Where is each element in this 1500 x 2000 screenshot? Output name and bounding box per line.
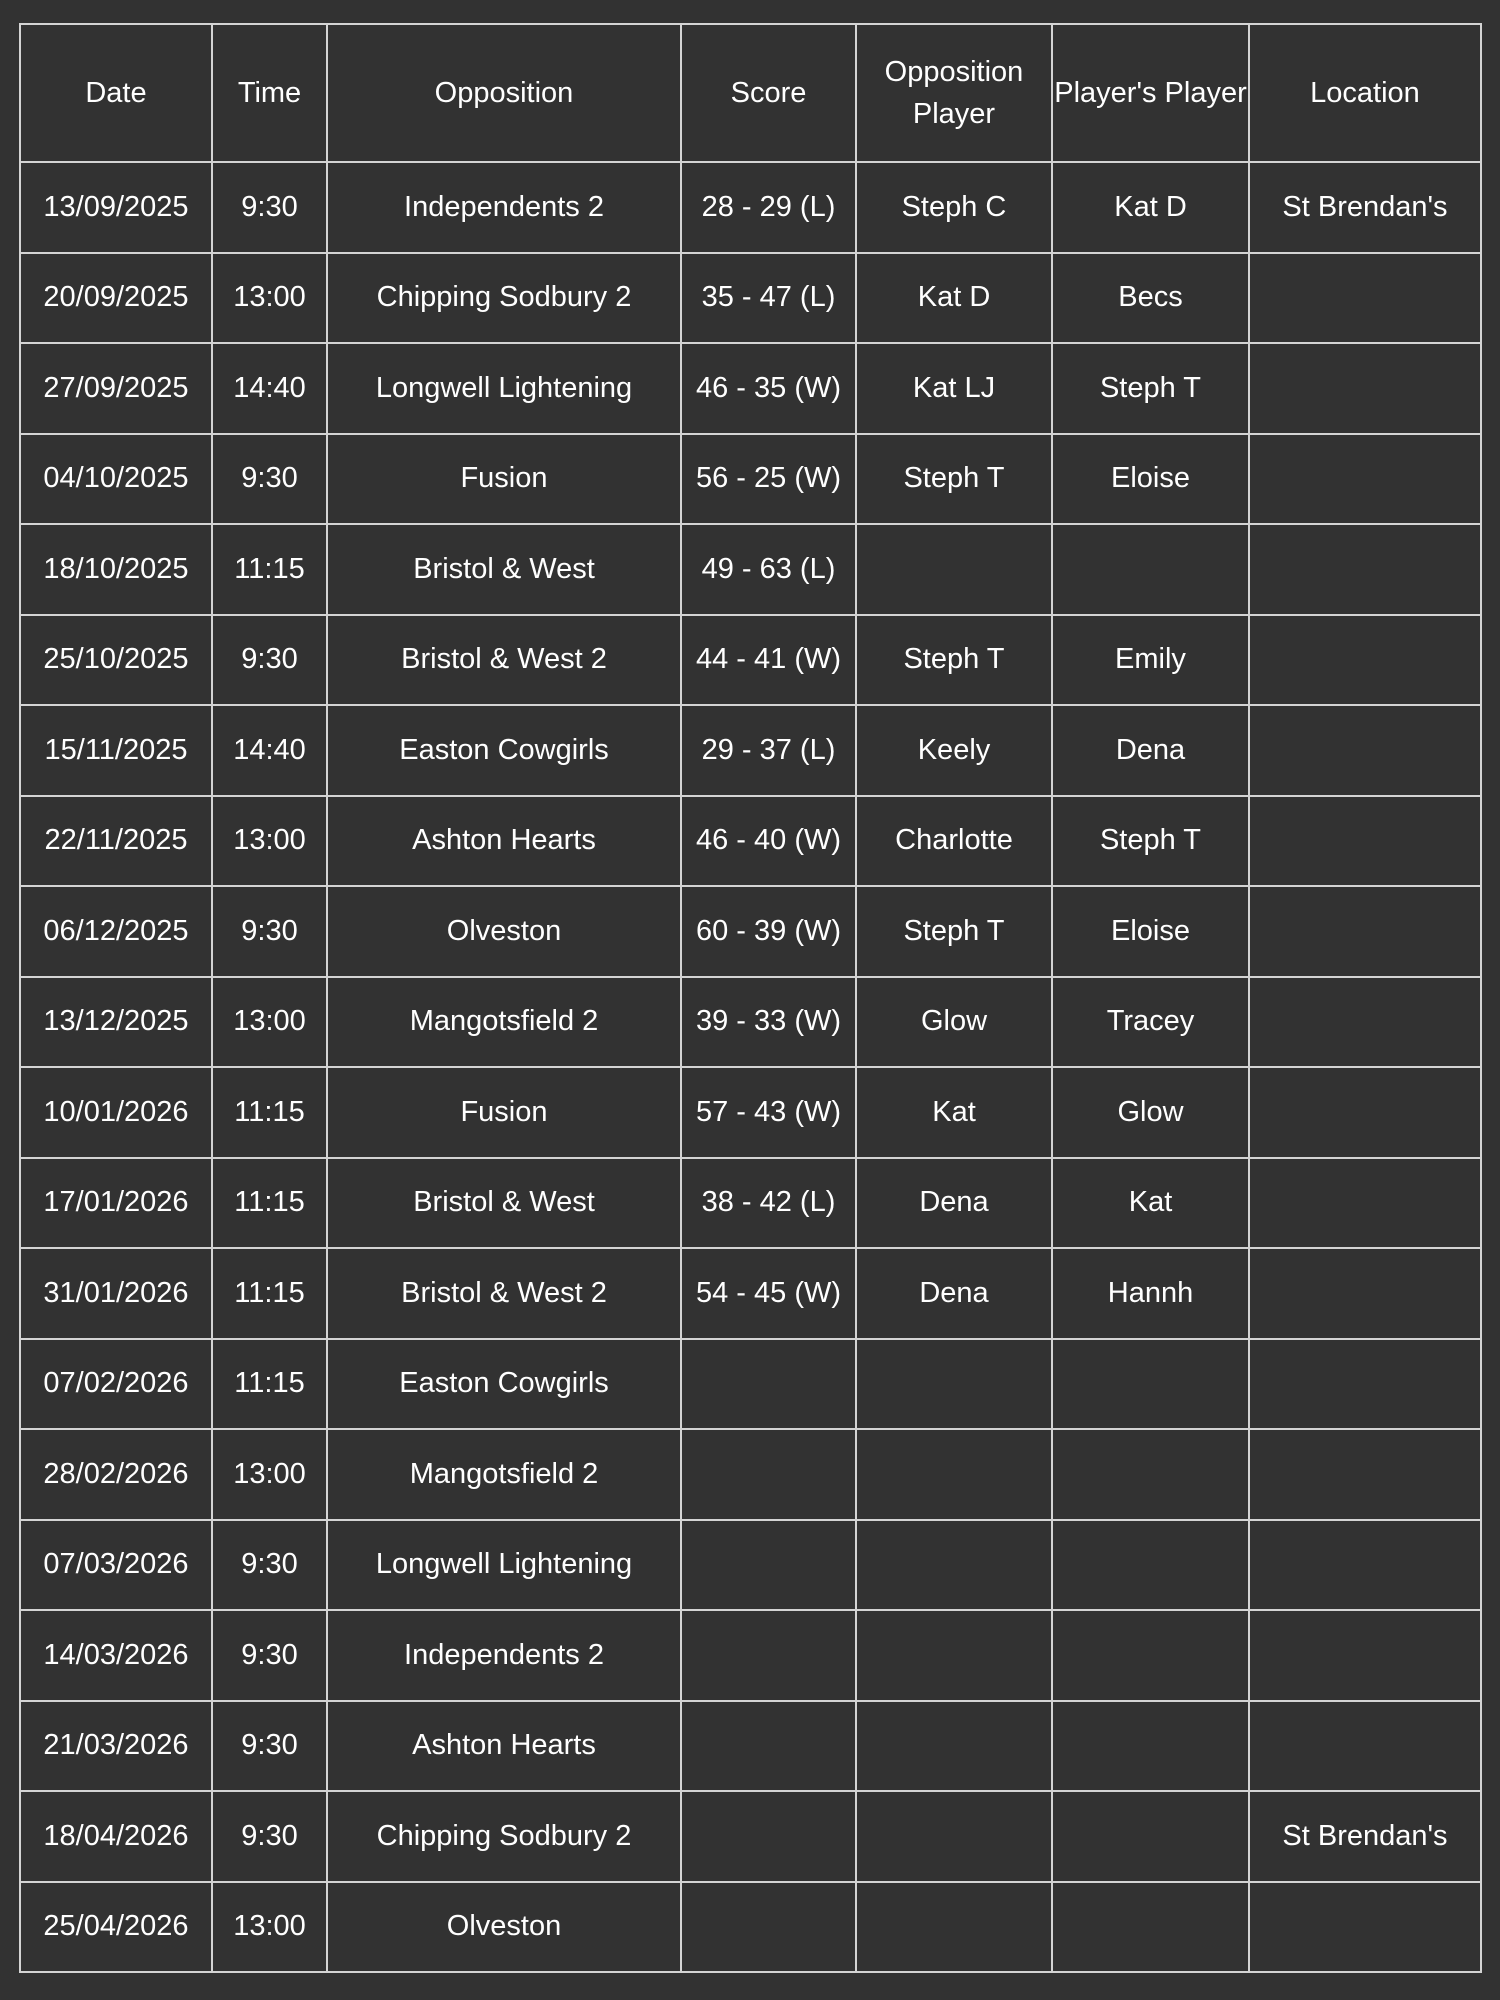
location-cell	[1249, 1248, 1481, 1339]
players-player-cell: Dena	[1052, 705, 1249, 796]
location-cell	[1249, 886, 1481, 977]
time-cell: 9:30	[212, 1701, 327, 1792]
players-player-cell: Kat	[1052, 1158, 1249, 1249]
players-player-cell	[1052, 1882, 1249, 1973]
score-cell: 56 - 25 (W)	[681, 434, 856, 525]
time-cell: 9:30	[212, 162, 327, 253]
location-cell	[1249, 1158, 1481, 1249]
table-row	[20, 1701, 1481, 1792]
date-cell: 31/01/2026	[20, 1248, 212, 1339]
date-cell: 21/03/2026	[20, 1701, 212, 1792]
header-row	[20, 24, 1481, 162]
players-player-cell	[1052, 1520, 1249, 1611]
score-cell: 46 - 35 (W)	[681, 343, 856, 434]
table-row	[20, 1429, 1481, 1520]
location-cell	[1249, 434, 1481, 525]
players-player-cell: Kat D	[1052, 162, 1249, 253]
opposition-player-cell: Kat D	[856, 253, 1052, 344]
time-cell: 13:00	[212, 253, 327, 344]
header-opposition: Opposition	[327, 24, 681, 162]
opposition-cell: Mangotsfield 2	[327, 1429, 681, 1520]
date-cell: 07/03/2026	[20, 1520, 212, 1611]
time-cell: 9:30	[212, 886, 327, 977]
opposition-player-cell	[856, 1610, 1052, 1701]
location-cell	[1249, 1067, 1481, 1158]
score-cell: 28 - 29 (L)	[681, 162, 856, 253]
players-player-cell	[1052, 524, 1249, 615]
location-cell	[1249, 524, 1481, 615]
score-cell: 54 - 45 (W)	[681, 1248, 856, 1339]
score-cell	[681, 1339, 856, 1430]
table-row	[20, 253, 1481, 344]
date-cell: 25/04/2026	[20, 1882, 212, 1973]
time-cell: 9:30	[212, 434, 327, 525]
time-cell: 13:00	[212, 1882, 327, 1973]
opposition-player-cell: Charlotte	[856, 796, 1052, 887]
date-cell: 25/10/2025	[20, 615, 212, 706]
time-cell: 14:40	[212, 343, 327, 434]
opposition-cell: Independents 2	[327, 1610, 681, 1701]
location-cell	[1249, 1520, 1481, 1611]
players-player-cell: Becs	[1052, 253, 1249, 344]
table-row	[20, 1610, 1481, 1701]
players-player-cell: Emily	[1052, 615, 1249, 706]
location-cell	[1249, 1701, 1481, 1792]
location-cell	[1249, 1339, 1481, 1430]
opposition-player-cell: Keely	[856, 705, 1052, 796]
score-cell: 44 - 41 (W)	[681, 615, 856, 706]
date-cell: 13/09/2025	[20, 162, 212, 253]
location-cell	[1249, 796, 1481, 887]
date-cell: 22/11/2025	[20, 796, 212, 887]
opposition-cell: Fusion	[327, 1067, 681, 1158]
table-row	[20, 796, 1481, 887]
opposition-cell: Bristol & West 2	[327, 615, 681, 706]
time-cell: 9:30	[212, 615, 327, 706]
score-cell: 57 - 43 (W)	[681, 1067, 856, 1158]
time-cell: 9:30	[212, 1791, 327, 1882]
opposition-player-cell: Glow	[856, 977, 1052, 1068]
header-opposition-player: Opposition Player	[856, 24, 1052, 162]
players-player-cell: Glow	[1052, 1067, 1249, 1158]
players-player-cell: Steph T	[1052, 343, 1249, 434]
opposition-player-cell	[856, 1791, 1052, 1882]
opposition-cell: Bristol & West 2	[327, 1248, 681, 1339]
date-cell: 10/01/2026	[20, 1067, 212, 1158]
score-cell	[681, 1701, 856, 1792]
time-cell: 13:00	[212, 796, 327, 887]
players-player-cell: Hannh	[1052, 1248, 1249, 1339]
score-cell	[681, 1520, 856, 1611]
table-row	[20, 162, 1481, 253]
opposition-cell: Bristol & West	[327, 524, 681, 615]
date-cell: 14/03/2026	[20, 1610, 212, 1701]
date-cell: 04/10/2025	[20, 434, 212, 525]
date-cell: 18/10/2025	[20, 524, 212, 615]
players-player-cell: Tracey	[1052, 977, 1249, 1068]
table-row	[20, 1882, 1481, 1973]
opposition-player-cell: Steph T	[856, 615, 1052, 706]
location-cell	[1249, 1429, 1481, 1520]
time-cell: 14:40	[212, 705, 327, 796]
opposition-cell: Mangotsfield 2	[327, 977, 681, 1068]
players-player-cell	[1052, 1701, 1249, 1792]
time-cell: 11:15	[212, 1339, 327, 1430]
table-row	[20, 343, 1481, 434]
time-cell: 9:30	[212, 1610, 327, 1701]
table-row	[20, 705, 1481, 796]
opposition-player-cell: Kat LJ	[856, 343, 1052, 434]
opposition-player-cell	[856, 524, 1052, 615]
opposition-player-cell	[856, 1429, 1052, 1520]
date-cell: 28/02/2026	[20, 1429, 212, 1520]
table-row	[20, 1248, 1481, 1339]
opposition-cell: Olveston	[327, 1882, 681, 1973]
time-cell: 11:15	[212, 524, 327, 615]
location-cell: St Brendan's	[1249, 162, 1481, 253]
location-cell	[1249, 977, 1481, 1068]
players-player-cell: Eloise	[1052, 886, 1249, 977]
opposition-cell: Chipping Sodbury 2	[327, 253, 681, 344]
location-cell	[1249, 1882, 1481, 1973]
date-cell: 20/09/2025	[20, 253, 212, 344]
table-row	[20, 886, 1481, 977]
location-cell: St Brendan's	[1249, 1791, 1481, 1882]
opposition-cell: Longwell Lightening	[327, 1520, 681, 1611]
opposition-cell: Ashton Hearts	[327, 796, 681, 887]
time-cell: 11:15	[212, 1248, 327, 1339]
date-cell: 18/04/2026	[20, 1791, 212, 1882]
opposition-cell: Easton Cowgirls	[327, 705, 681, 796]
score-cell: 35 - 47 (L)	[681, 253, 856, 344]
opposition-player-cell	[856, 1520, 1052, 1611]
score-cell: 29 - 37 (L)	[681, 705, 856, 796]
time-cell: 13:00	[212, 1429, 327, 1520]
table-row	[20, 1520, 1481, 1611]
header-players-player: Player's Player	[1052, 24, 1249, 162]
table-row	[20, 434, 1481, 525]
location-cell	[1249, 705, 1481, 796]
opposition-player-cell: Dena	[856, 1158, 1052, 1249]
players-player-cell	[1052, 1610, 1249, 1701]
opposition-player-cell	[856, 1339, 1052, 1430]
date-cell: 15/11/2025	[20, 705, 212, 796]
opposition-player-cell: Dena	[856, 1248, 1052, 1339]
opposition-player-cell: Kat	[856, 1067, 1052, 1158]
table-row	[20, 615, 1481, 706]
header-score: Score	[681, 24, 856, 162]
score-cell: 39 - 33 (W)	[681, 977, 856, 1068]
opposition-cell: Independents 2	[327, 162, 681, 253]
time-cell: 9:30	[212, 1520, 327, 1611]
opposition-player-cell	[856, 1882, 1052, 1973]
score-cell: 49 - 63 (L)	[681, 524, 856, 615]
players-player-cell: Eloise	[1052, 434, 1249, 525]
players-player-cell: Steph T	[1052, 796, 1249, 887]
opposition-player-cell: Steph T	[856, 434, 1052, 525]
opposition-cell: Chipping Sodbury 2	[327, 1791, 681, 1882]
table-row	[20, 1067, 1481, 1158]
location-cell	[1249, 1610, 1481, 1701]
time-cell: 11:15	[212, 1067, 327, 1158]
score-cell: 46 - 40 (W)	[681, 796, 856, 887]
score-cell	[681, 1610, 856, 1701]
opposition-cell: Easton Cowgirls	[327, 1339, 681, 1430]
opposition-cell: Olveston	[327, 886, 681, 977]
location-cell	[1249, 615, 1481, 706]
header-time: Time	[212, 24, 327, 162]
opposition-cell: Longwell Lightening	[327, 343, 681, 434]
table-row	[20, 1158, 1481, 1249]
opposition-player-cell: Steph T	[856, 886, 1052, 977]
opposition-player-cell	[856, 1701, 1052, 1792]
location-cell	[1249, 343, 1481, 434]
time-cell: 11:15	[212, 1158, 327, 1249]
score-cell	[681, 1882, 856, 1973]
score-cell: 38 - 42 (L)	[681, 1158, 856, 1249]
players-player-cell	[1052, 1429, 1249, 1520]
fixtures-table	[19, 23, 1482, 1973]
players-player-cell	[1052, 1339, 1249, 1430]
header-location: Location	[1249, 24, 1481, 162]
date-cell: 13/12/2025	[20, 977, 212, 1068]
date-cell: 17/01/2026	[20, 1158, 212, 1249]
opposition-player-cell: Steph C	[856, 162, 1052, 253]
header-date: Date	[20, 24, 212, 162]
location-cell	[1249, 253, 1481, 344]
time-cell: 13:00	[212, 977, 327, 1068]
table-row	[20, 1339, 1481, 1430]
opposition-cell: Bristol & West	[327, 1158, 681, 1249]
score-cell: 60 - 39 (W)	[681, 886, 856, 977]
score-cell	[681, 1791, 856, 1882]
table-row	[20, 524, 1481, 615]
opposition-cell: Ashton Hearts	[327, 1701, 681, 1792]
date-cell: 07/02/2026	[20, 1339, 212, 1430]
table-row	[20, 1791, 1481, 1882]
table-row	[20, 977, 1481, 1068]
date-cell: 27/09/2025	[20, 343, 212, 434]
fixture-rows	[20, 162, 1481, 1972]
players-player-cell	[1052, 1791, 1249, 1882]
date-cell: 06/12/2025	[20, 886, 212, 977]
score-cell	[681, 1429, 856, 1520]
opposition-cell: Fusion	[327, 434, 681, 525]
